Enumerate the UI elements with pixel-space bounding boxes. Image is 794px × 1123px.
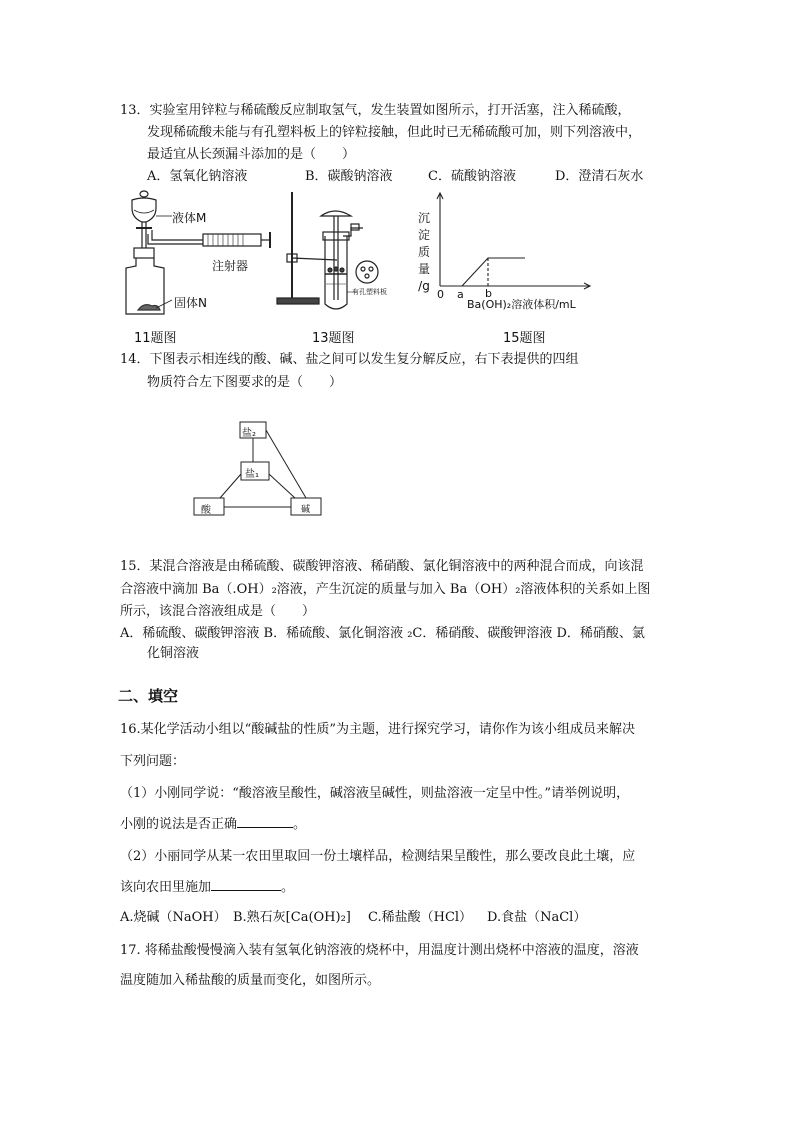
q13-option-b: B．碳酸钠溶液 bbox=[305, 169, 393, 184]
q16-line2: 下列问题： bbox=[120, 754, 186, 769]
q13-stem-line1: 13．实验室用锌粒与稀硫酸反应制取氢气，发生装置如图所示，打开活塞，注入稀硫酸， bbox=[120, 103, 631, 118]
fig15-tick-b: b bbox=[485, 287, 492, 300]
q13-stem-line2: 发现稀硫酸未能与有孔塑料板上的锌粒接触，但此时已无稀硫酸可加，则下列溶液中， bbox=[147, 125, 642, 140]
q16-answer-blank-2[interactable] bbox=[211, 878, 281, 891]
fig15-origin: 0 bbox=[437, 288, 444, 301]
fig15-curve bbox=[462, 258, 525, 286]
fig11-label-syringe: 注射器 bbox=[212, 259, 249, 273]
fig11-label-solid: 固体N bbox=[174, 296, 207, 310]
q13-option-d: D．澄清石灰水 bbox=[555, 169, 644, 184]
q14-box-salt1: 盐₁ bbox=[245, 469, 260, 480]
q16-line1: 16.某化学活动小组以“酸碱盐的性质”为主题，进行探究学习，请你作为该小组成员来解决 bbox=[120, 722, 635, 737]
section-heading: 二、填空 bbox=[118, 687, 179, 705]
q14-box-salt2: 盐₂ bbox=[242, 428, 257, 439]
q14-box-base: 碱 bbox=[301, 505, 311, 515]
fig13-caption: 13题图 bbox=[312, 331, 355, 346]
q13-option-a: A．氢氧化钠溶液 bbox=[147, 169, 248, 184]
q16-answer-blank-1[interactable] bbox=[237, 815, 293, 828]
fig11-caption: 11题图 bbox=[134, 331, 177, 346]
fig15-caption: 15题图 bbox=[503, 331, 546, 346]
q16-part1-line2 bbox=[120, 813, 306, 832]
q16-part2-line2 bbox=[120, 876, 294, 895]
fig15-y-char: 质 bbox=[417, 245, 430, 259]
q13-option-c: C．硫酸钠溶液 bbox=[428, 169, 516, 184]
q15-stem-line3: 所示，该混合溶液组成是（ ） bbox=[120, 604, 316, 619]
q16-option-c: C.稀盐酸（HCl） bbox=[368, 910, 473, 925]
fig15-chart bbox=[430, 190, 595, 290]
q16-part1-line1: （1）小刚同学说：“酸溶液呈酸性，碱溶液呈碱性，则盐溶液一定呈中性。”请举例说明， bbox=[120, 786, 630, 801]
q17-line1: 17. 将稀盐酸慢慢滴入装有氢氧化钠溶液的烧杯中，用温度计测出烧杯中溶液的温度，溶液 bbox=[120, 943, 639, 958]
fig13-label-plate: 有孔塑料板 bbox=[352, 288, 387, 296]
q14-stem-line2: 物质符合左下图要求的是（ ） bbox=[147, 375, 343, 390]
q14-link-salt2-base bbox=[266, 430, 306, 498]
fig15-y-char: 淀 bbox=[417, 228, 430, 242]
q16-option-d: D.食盐（NaCl） bbox=[487, 910, 587, 925]
q16-part2-end: 。 bbox=[281, 880, 295, 895]
q15-stem-line1: 15．某混合溶液是由稀硫酸、碳酸钾溶液、稀硝酸、氯化铜溶液中的两种混合而成，向该混 bbox=[120, 559, 644, 574]
q14-stem-line1: 14．下图表示相连线的酸、碱、盐之间可以发生复分解反应，右下表提供的四组 bbox=[120, 352, 579, 367]
fig11-label-liquid: 液体M bbox=[172, 211, 207, 225]
q14-link-salt1-base bbox=[269, 474, 295, 498]
q14-link-salt1-acid bbox=[220, 474, 241, 498]
q15-stem-line2: 合溶液中滴加 Ba（.OH）₂溶液，产生沉淀的质量与加入 Ba（OH）₂溶液体积的关系如上图 bbox=[120, 582, 651, 597]
q16-option-b: B.熟石灰[Ca(OH)₂] bbox=[233, 910, 351, 925]
fig15-y-char: /g bbox=[418, 279, 430, 293]
q16-part2-text: 该向农田里施加 bbox=[120, 880, 212, 895]
q17-line2: 温度随加入稀盐酸的质量而变化，如图所示。 bbox=[120, 973, 381, 988]
q16-part2-line1: （2）小丽同学从某一农田里取回一份土壤样品，检测结果呈酸性，那么要改良此土壤，应 bbox=[120, 849, 636, 864]
fig15-tick-a: a bbox=[457, 288, 464, 301]
q13-stem-line3: 最适宜从长颈漏斗添加的是（ ） bbox=[147, 147, 356, 162]
fig15-y-char: 量 bbox=[417, 262, 430, 276]
q16-part1-end: 。 bbox=[293, 817, 307, 832]
q15-options-line1: A．稀硫酸、碳酸钾溶液 B．稀硫酸、氯化铜溶液 ₂C．稀硝酸、碳酸钾溶液 D．稀硝酸、氯 bbox=[120, 626, 645, 641]
q16-option-a: A.烧碱（NaOH） bbox=[120, 910, 227, 925]
q15-options-line2: 化铜溶液 bbox=[147, 646, 200, 661]
q16-part1-text: 小刚的说法是否正确 bbox=[120, 817, 238, 832]
q14-box-acid: 酸 bbox=[201, 505, 211, 516]
fig15-y-char: 沉 bbox=[417, 211, 430, 225]
fig15-x-axis-label: Ba(OH)₂溶液体积/mL bbox=[467, 298, 576, 311]
